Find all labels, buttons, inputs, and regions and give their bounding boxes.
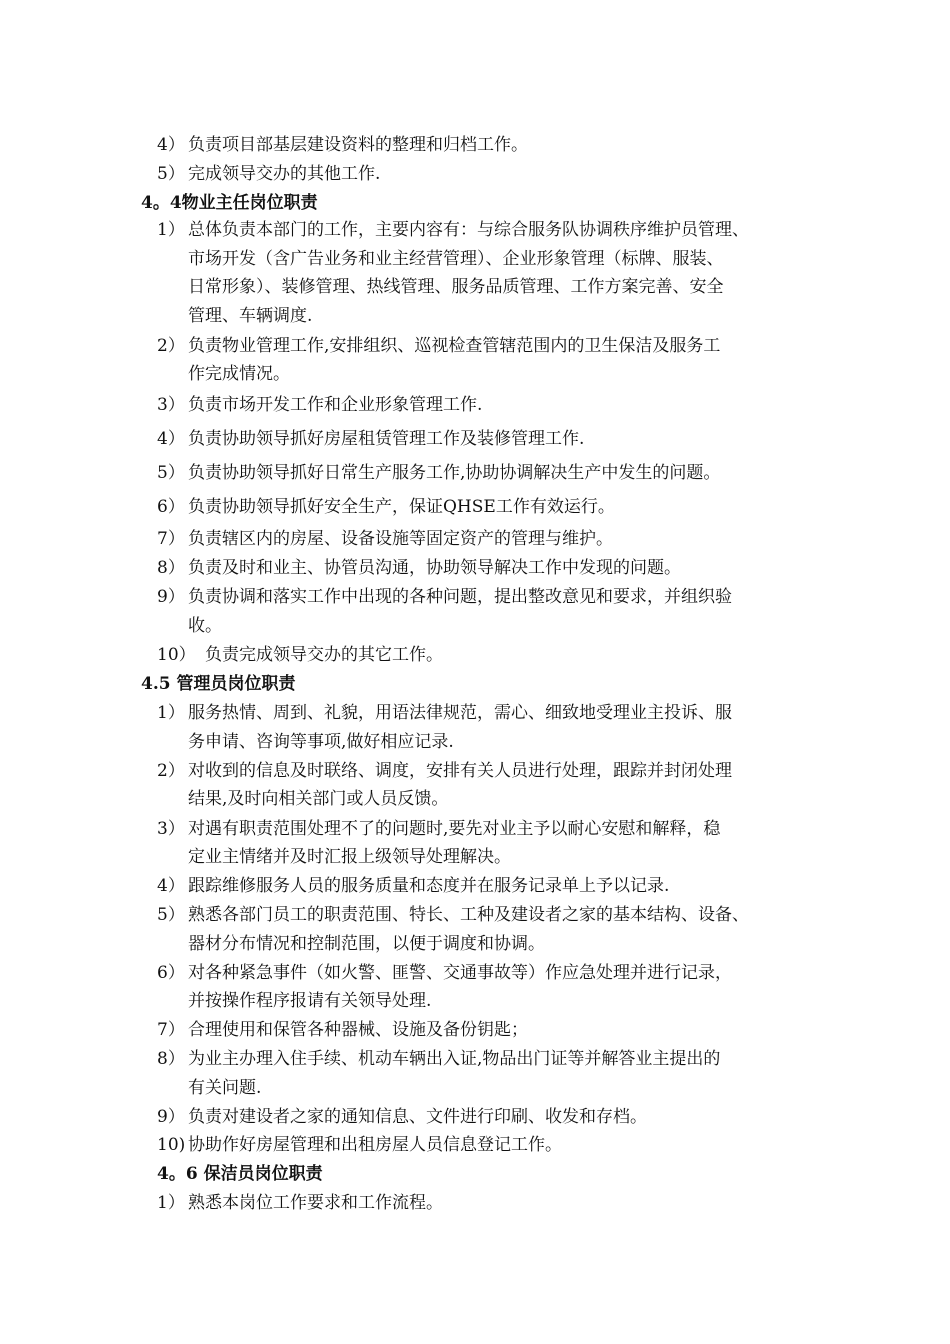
item-number: 4） — [157, 429, 185, 449]
item-text: 完成领导交办的其他工作. — [188, 164, 381, 184]
item-text: 负责协助领导抓好安全生产，保证QHSE工作有效运行。 — [188, 497, 615, 517]
item-text: 负责物业管理工作,安排组织、巡视检查管辖范围内的卫生保洁及服务工 — [188, 336, 721, 356]
item-number: 6） — [157, 963, 185, 983]
item-text: 总体负责本部门的工作，主要内容有：与综合服务队协调秩序维护员管理、 — [188, 220, 749, 240]
item-text: 服务热情、周到、礼貌，用语法律规范，需心、细致地受理业主投诉、服 — [188, 703, 732, 723]
item-number: 5） — [157, 463, 185, 483]
item-number: 6） — [157, 497, 185, 517]
item-text: 负责项目部基层建设资料的整理和归档工作。 — [188, 135, 528, 155]
item-number: 5） — [157, 905, 185, 925]
item-text: 负责辖区内的房屋、设备设施等固定资产的管理与维护。 — [188, 529, 613, 549]
item-text: 负责及时和业主、协管员沟通，协助领导解决工作中发现的问题。 — [188, 558, 681, 578]
item-text: 负责对建设者之家的通知信息、文件进行印刷、收发和存档。 — [188, 1107, 647, 1127]
item-number: 7） — [157, 1020, 185, 1040]
item-number: 8） — [157, 558, 185, 578]
section-heading: 4。6 保洁员岗位职责 — [157, 1164, 323, 1184]
section-heading: 4。4物业主任岗位职责 — [141, 193, 318, 213]
item-text: 器材分布情况和控制范围，以便于调度和协调。 — [188, 934, 545, 954]
item-number: 1） — [157, 1193, 185, 1213]
item-number: 7） — [157, 529, 185, 549]
item-number: 10） — [157, 645, 196, 665]
item-text: 务申请、咨询等事项,做好相应记录. — [188, 732, 454, 752]
item-text: 市场开发（含广告业务和业主经营管理）、企业形象管理（标牌、服装、 — [188, 249, 724, 269]
item-text: 负责协助领导抓好日常生产服务工作,协助协调解决生产中发生的问题。 — [188, 463, 721, 483]
item-number: 3） — [157, 395, 185, 415]
item-text: 管理、车辆调度. — [188, 306, 313, 326]
item-text: 日常形象）、装修管理、热线管理、服务品质管理、工作方案完善、安全 — [188, 277, 724, 297]
item-text: 对收到的信息及时联络、调度，安排有关人员进行处理，跟踪并封闭处理 — [188, 761, 732, 781]
item-text: 负责市场开发工作和企业形象管理工作. — [188, 395, 483, 415]
item-number: 4） — [157, 135, 185, 155]
item-number: 8） — [157, 1049, 185, 1069]
item-text: 熟悉本岗位工作要求和工作流程。 — [188, 1193, 443, 1213]
item-number: 4） — [157, 876, 185, 896]
item-text: 跟踪维修服务人员的服务质量和态度并在服务记录单上予以记录. — [188, 876, 670, 896]
item-number: 5） — [157, 164, 185, 184]
item-text: 作完成情况。 — [188, 364, 290, 384]
item-number: 2） — [157, 336, 185, 356]
item-number: 3） — [157, 819, 185, 839]
item-text: 负责协调和落实工作中出现的各种问题，提出整改意见和要求，并组织验 — [188, 587, 732, 607]
item-text: 熟悉各部门员工的职责范围、特长、工种及建设者之家的基本结构、设备、 — [188, 905, 749, 925]
item-text: 收。 — [188, 616, 222, 636]
item-text: 有关问题. — [188, 1078, 262, 1098]
item-number: 1） — [157, 703, 185, 723]
item-number: 2） — [157, 761, 185, 781]
item-text: 结果,及时向相关部门或人员反馈。 — [188, 789, 449, 809]
item-text: 并按操作程序报请有关领导处理. — [188, 991, 432, 1011]
item-number: 9） — [157, 1107, 185, 1127]
item-text: 合理使用和保管各种器械、设施及备份钥匙； — [188, 1020, 528, 1040]
item-text: 协助作好房屋管理和出租房屋人员信息登记工作。 — [188, 1135, 562, 1155]
item-number: 10) — [157, 1135, 186, 1155]
item-text: 负责完成领导交办的其它工作。 — [205, 645, 443, 665]
item-text: 定业主情绪并及时汇报上级领导处理解决。 — [188, 847, 511, 867]
item-text: 为业主办理入住手续、机动车辆出入证,物品出门证等并解答业主提出的 — [188, 1049, 721, 1069]
item-number: 1） — [157, 220, 185, 240]
item-text: 负责协助领导抓好房屋租赁管理工作及装修管理工作. — [188, 429, 585, 449]
item-number: 9） — [157, 587, 185, 607]
item-text: 对遇有职责范围处理不了的问题时,要先对业主予以耐心安慰和解释，稳 — [188, 819, 721, 839]
section-heading: 4.5 管理员岗位职责 — [141, 674, 296, 694]
item-text: 对各种紧急事件（如火警、匪警、交通事故等）作应急处理并进行记录， — [188, 963, 732, 983]
